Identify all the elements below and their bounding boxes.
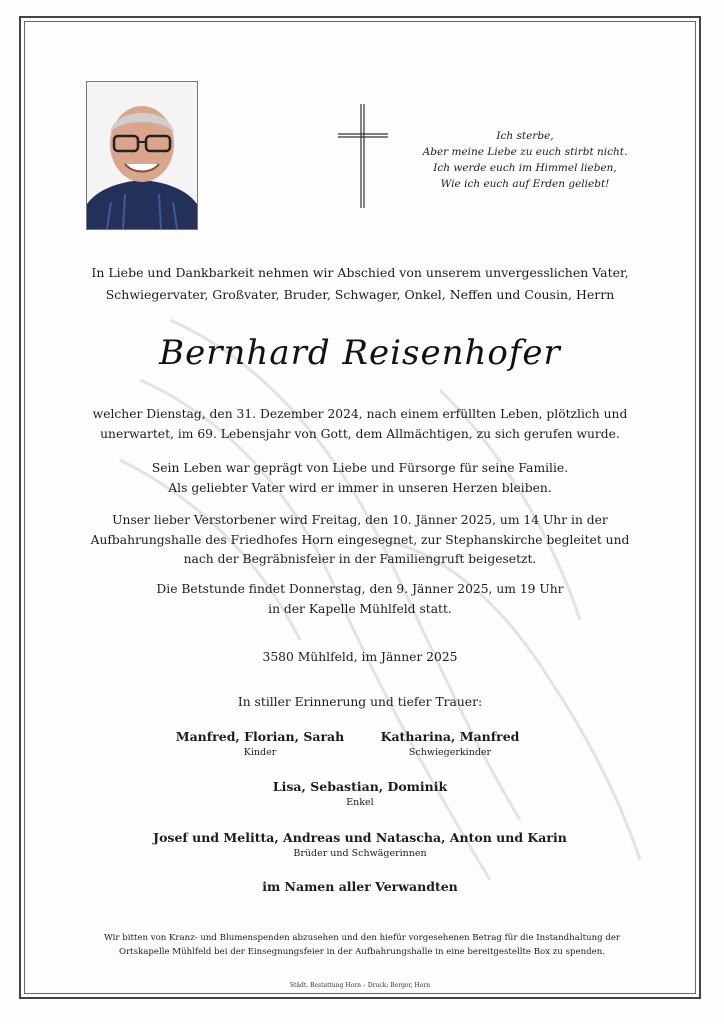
portrait-photo [86,81,198,230]
paragraph-line: nach der Begräbnisfeier in der Familiengruft beigesetzt. [183,552,537,566]
mourners-in-laws [350,728,550,759]
poem-line: Ich sterbe, [496,130,554,142]
deceased-name: Bernhard Reisenhofer [159,333,561,373]
mourner-names: Katharina, Manfred [380,729,520,744]
mourner-relation: Brüder und Schwägerinnen [293,848,427,859]
notice-line: Ortskapelle Mühlfeld bei der Einsegnungsfeier in der Aufbahrungshalle in eine bereitgestellte Box zu spenden. [119,947,605,957]
paragraph-line: unerwartet, im 69. Lebensjahr von Gott, dem Allmächtigen, zu sich gerufen wurde. [100,426,620,441]
poem [420,128,630,192]
death-paragraph [60,405,660,444]
poem-line: Aber meine Liebe zu euch stirbt nicht. [422,146,628,158]
mourner-names: Lisa, Sebastian, Dominik [272,779,448,794]
paragraph-line: Als geliebter Vater wird er immer in unseren Herzen bleiben. [168,480,552,495]
paragraph-line: Die Betstunde findet Donnerstag, den 9. Jänner 2025, um 19 Uhr [156,582,564,596]
intro-line: In Liebe und Dankbarkeit nehmen wir Abschied von unserem unvergesslichen Vater, [91,265,629,280]
funeral-paragraph [60,511,660,570]
mourners-children [150,728,370,759]
notice-line: Wir bitten von Kranz- und Blumenspenden abzusehen und den hiefür vorgesehenen Betrag für die Instandhaltung der [103,933,621,943]
intro-line: Schwiegervater, Großvater, Bruder, Schwager, Onkel, Neffen und Cousin, Herrn [105,287,615,302]
place-date: 3580 Mühlfeld, im Jänner 2025 [262,650,458,664]
paragraph-line: in der Kapelle Mühlfeld statt. [268,601,452,616]
prayer-paragraph [60,580,660,619]
mourner-relation: Schwiegerkinder [408,747,492,758]
mourner-names: Josef und Melitta, Andreas und Natascha, Anton und Karin [153,830,567,845]
life-paragraph [60,459,660,498]
poem-line: Wie ich euch auf Erden geliebt! [440,178,610,190]
closing-line: im Namen aller Verwandten [262,879,458,894]
mourner-names: Manfred, Florian, Sarah [175,729,345,744]
mourners-siblings [60,829,660,860]
paragraph-line: welcher Dienstag, den 31. Dezember 2024, nach einem erfüllten Leben, plötzlich und [92,407,628,421]
imprint: Städt. Bestattung Horn – Druck: Berger, Horn [289,982,431,989]
mourner-relation: Enkel [346,797,374,808]
paragraph-line: Sein Leben war geprägt von Liebe und Fürsorge für seine Familie. [151,461,569,475]
intro-text [60,262,660,306]
poem-line: Ich werde euch im Himmel lieben, [433,162,617,174]
mourners-grandchildren [60,778,660,809]
memory-line: In stiller Erinnerung und tiefer Trauer: [237,695,483,709]
paragraph-line: Aufbahrungshalle des Friedhofes Horn eingesegnet, zur Stephanskirche begleitet und [90,532,630,547]
mourner-relation: Kinder [243,747,277,758]
cross-icon [336,102,390,210]
paragraph-line: Unser lieber Verstorbener wird Freitag, den 10. Jänner 2025, um 14 Uhr in der [112,513,608,527]
donation-notice [60,931,664,959]
